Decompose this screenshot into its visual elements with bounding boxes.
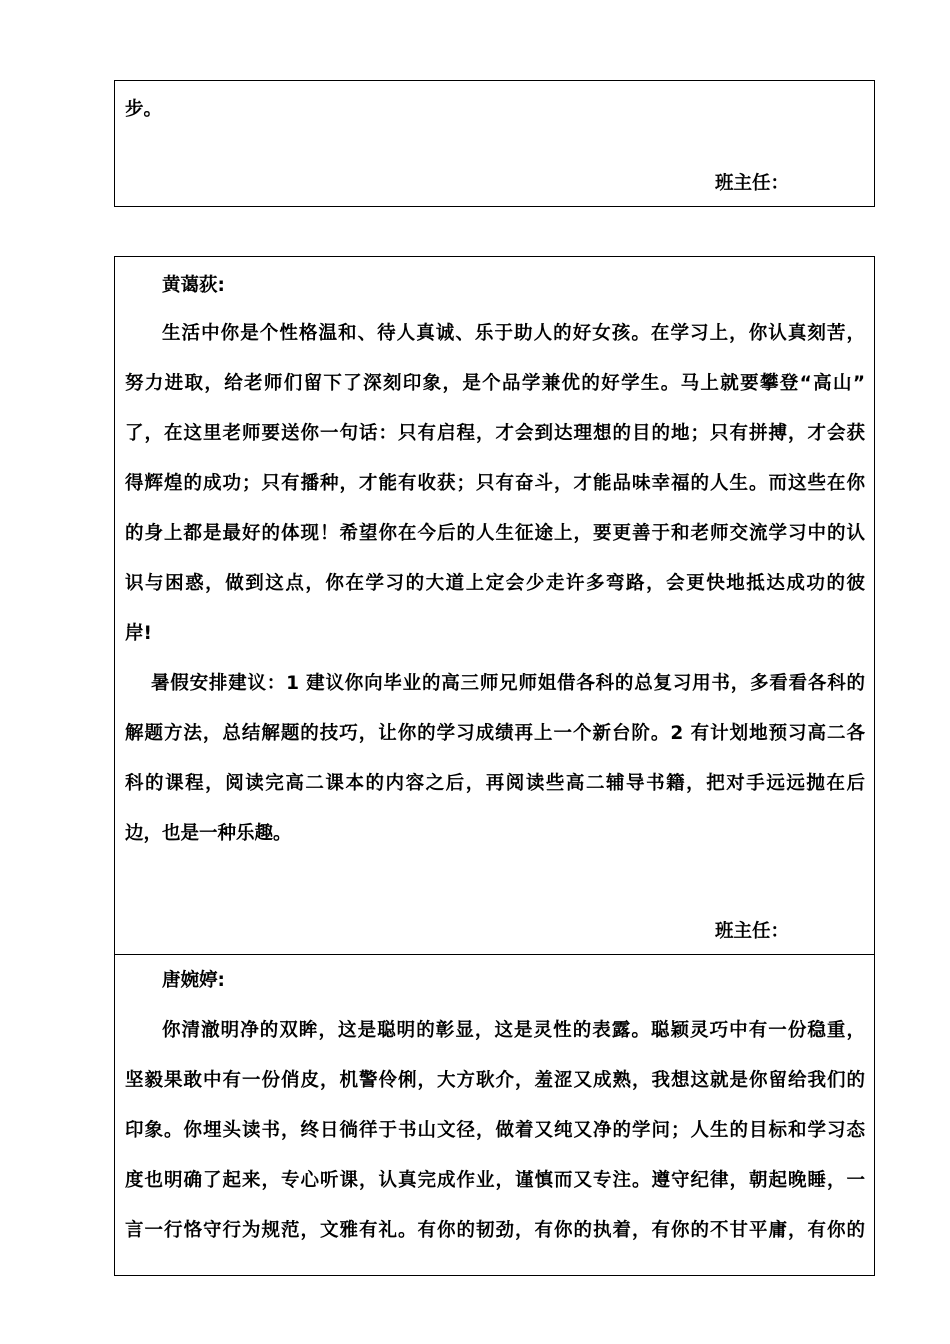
comment-line: 的身上都是最好的体现！希望你在今后的人生征途上，要更善于和老师交流学习中的认 xyxy=(125,523,865,544)
comment-line: 言一行恪守行为规范，文雅有礼。有你的韧劲，有你的执着，有你的不甘平庸，有你的 xyxy=(125,1220,865,1241)
summer-advice-line: 科的课程，阅读完高二课本的内容之后，再阅读些高二辅导书籍，把对手远远抛在后 xyxy=(125,773,865,794)
comment-line: 生活中你是个性格温和、待人真诚、乐于助人的好女孩。在学习上，你认真刻苦， xyxy=(162,323,865,344)
comment-line: 得辉煌的成功；只有播种，才能有收获；只有奋斗，才能品味幸福的人生。而这些在你 xyxy=(125,473,865,494)
homeroom-teacher-signature: 班主任： xyxy=(715,921,790,942)
summer-advice-line: 解题方法，总结解题的技巧，让你的学习成绩再上一个新台阶。2 有计划地预习高二各 xyxy=(125,723,865,744)
comment-line: 你清澈明净的双眸，这是聪明的彰显，这是灵性的表露。聪颖灵巧中有一份稳重， xyxy=(162,1020,865,1041)
comment-line: 了，在这里老师要送你一句话：只有启程，才会到达理想的目的地；只有拼搏，才会获 xyxy=(125,423,865,444)
comment-line: 识与困惑，做到这点，你在学习的大道上定会少走许多弯路，会更快地抵达成功的彼 xyxy=(125,573,865,594)
comment-line: 岸! xyxy=(125,623,152,644)
row-divider xyxy=(115,954,874,955)
summer-advice-line: 暑假安排建议：1 建议你向毕业的高三师兄师姐借各科的总复习用书，多看看各科的 xyxy=(151,673,865,694)
comment-table xyxy=(114,256,875,1276)
comment-line: 努力进取，给老师们留下了深刻印象，是个品学兼优的好学生。马上就要攀登“高山” xyxy=(125,373,865,394)
comment-line: 印象。你埋头读书，终日徜徉于书山文径，做着又纯又净的学问；人生的目标和学习态 xyxy=(125,1120,865,1141)
comment-line: 度也明确了起来，专心听课，认真完成作业，谨慎而又专注。遵守纪律，朝起晚睡，一 xyxy=(125,1170,865,1191)
comment-line: 坚毅果敢中有一份俏皮，机警伶俐，大方耿介，羞涩又成熟，我想这就是你留给我们的 xyxy=(125,1070,865,1091)
comment-box-previous xyxy=(114,80,875,207)
comment-continuation: 步。 xyxy=(125,99,163,120)
summer-advice-line: 边，也是一种乐趣。 xyxy=(125,823,292,844)
homeroom-teacher-signature: 班主任： xyxy=(715,173,790,194)
student-name: 黄蔼荻: xyxy=(162,275,225,296)
student-name: 唐婉婷: xyxy=(162,970,225,991)
